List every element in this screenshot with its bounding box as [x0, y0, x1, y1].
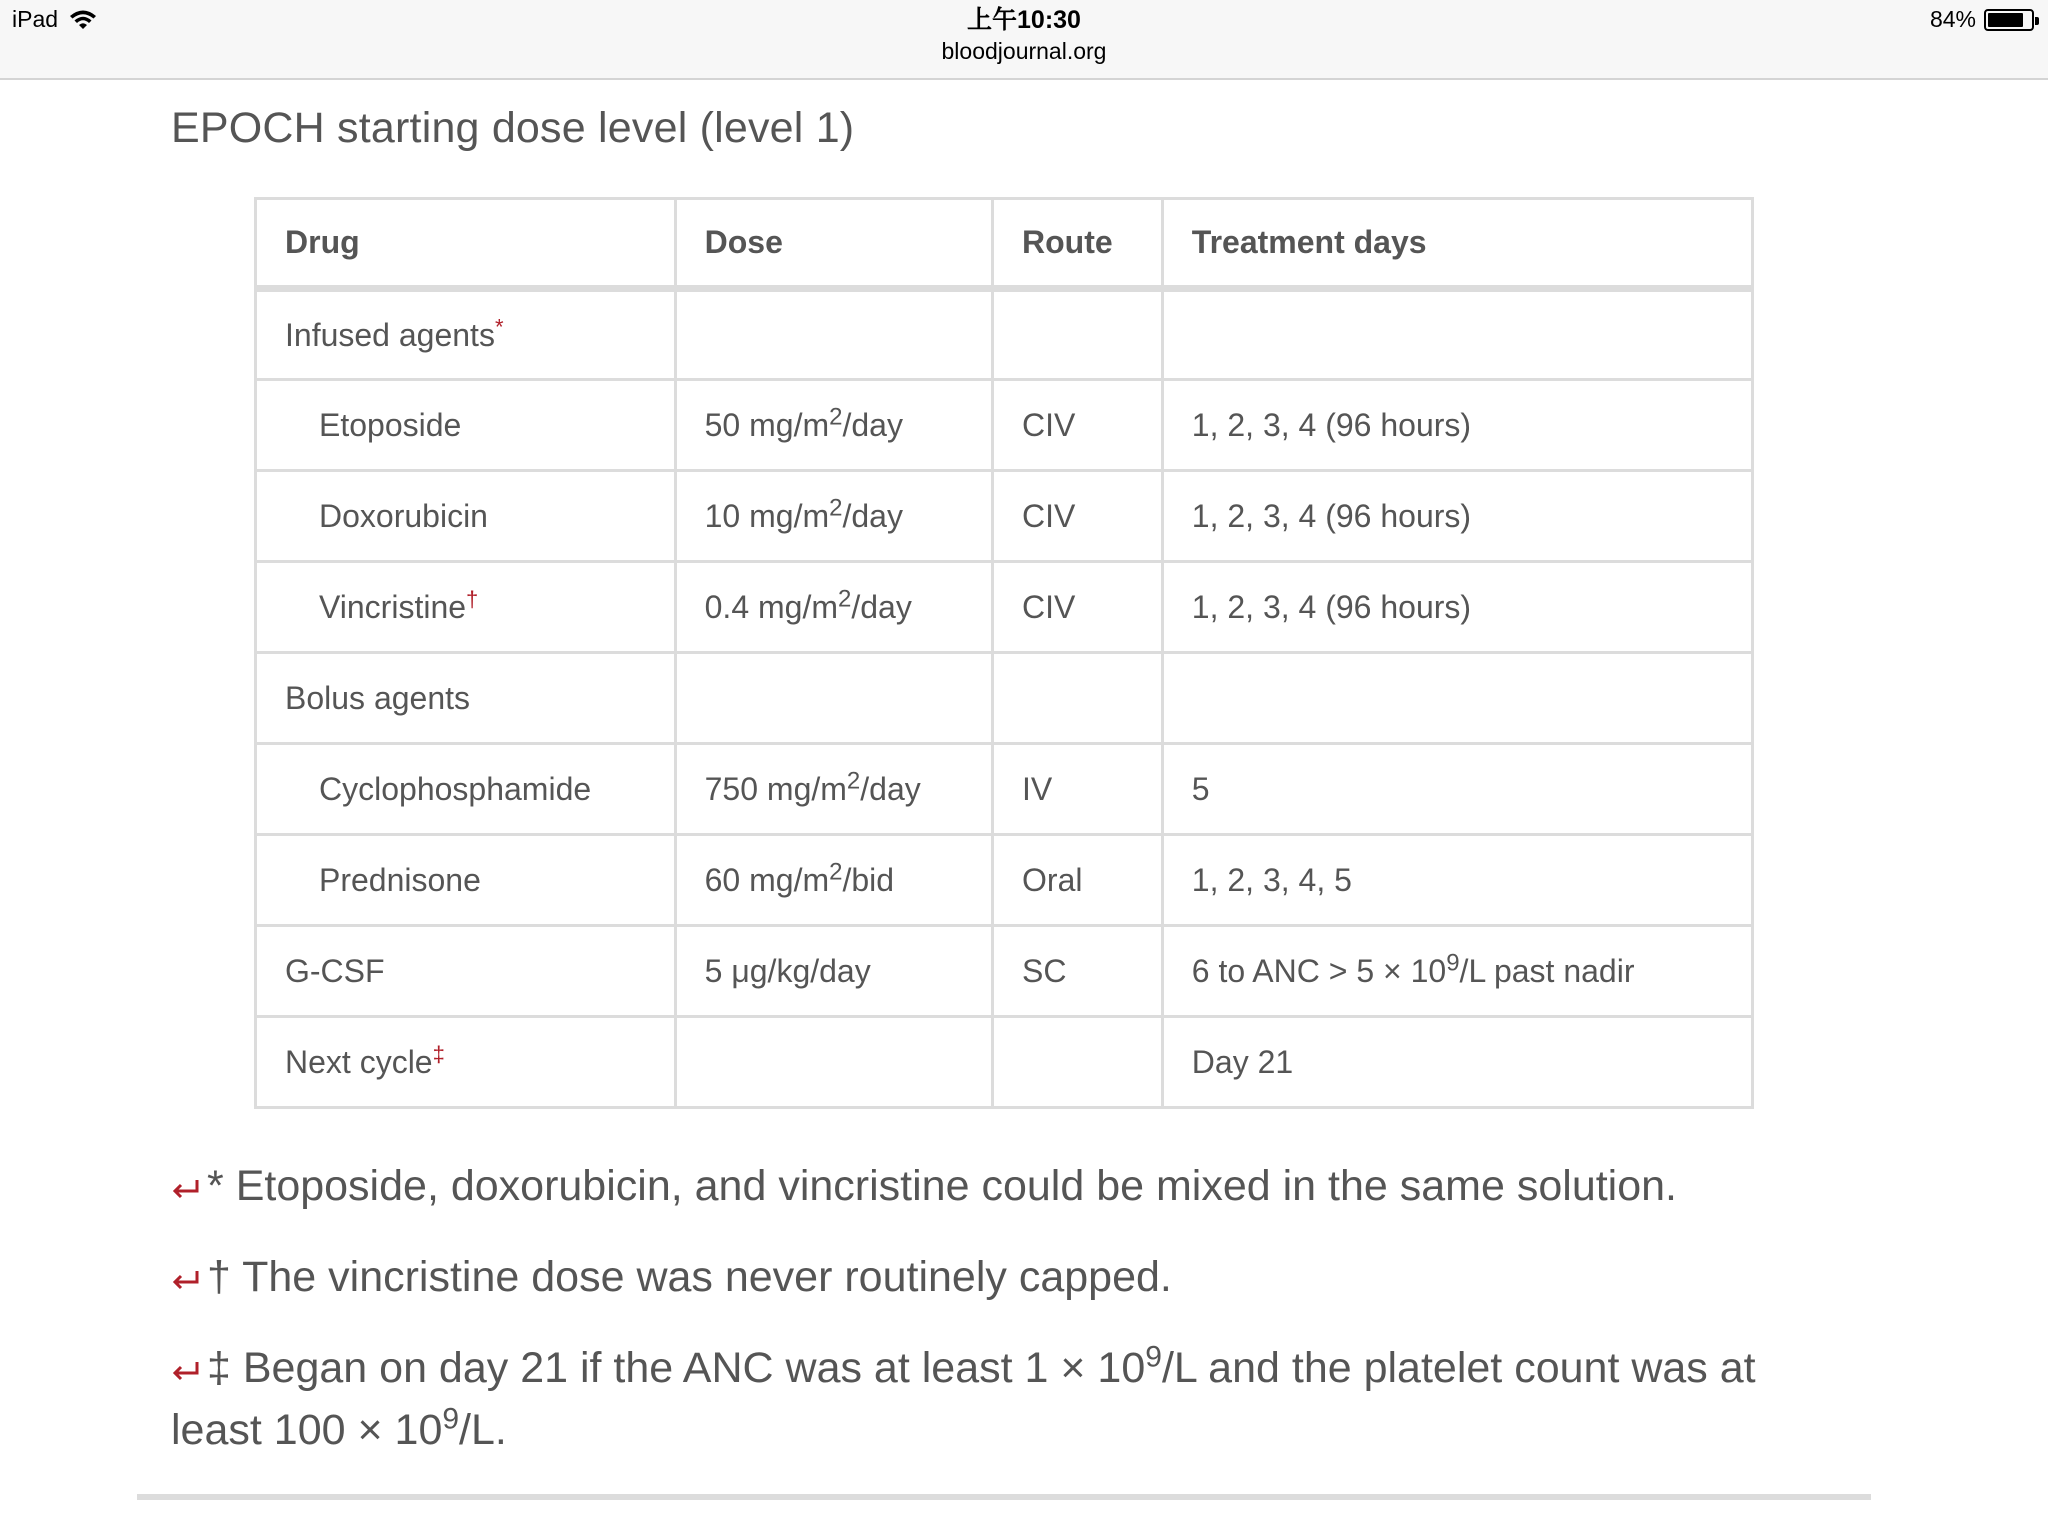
- footnote-mark[interactable]: †: [466, 585, 479, 611]
- days-cell: [1162, 289, 1752, 380]
- days-cell: [1162, 653, 1752, 744]
- header-dose: Dose: [675, 199, 992, 289]
- route-cell: [993, 289, 1163, 380]
- device-label: iPad: [12, 6, 59, 32]
- dose-exponent: 2: [829, 493, 843, 521]
- footnote-text: Etoposide, doxorubicin, and vincristine could be mixed in the same solution.: [235, 1162, 1678, 1210]
- dose-cell: [675, 653, 992, 744]
- route-cell: [993, 653, 1163, 744]
- drug-cell: [256, 562, 676, 653]
- drug-cell: [256, 926, 676, 1017]
- days-cell: Day 21: [1162, 1017, 1752, 1108]
- battery-percent: 84%: [1929, 6, 1976, 32]
- battery-fill: [1988, 13, 2023, 27]
- dose-cell: [675, 380, 992, 471]
- route-cell: CIV: [993, 562, 1163, 653]
- drug-cell: [256, 289, 676, 380]
- dose-table: [254, 197, 1754, 1109]
- footnote-text: /L.: [459, 1406, 507, 1454]
- return-arrow-icon[interactable]: [171, 1258, 201, 1300]
- dose-cell: [675, 471, 992, 562]
- header-route: Route: [993, 199, 1163, 289]
- footnote-text: Began on day 21 if the ANC was at least 1 × 10: [242, 1344, 1146, 1392]
- table-row: [256, 289, 1753, 380]
- dose-exponent: 2: [846, 766, 861, 794]
- dose-value: 0.4 mg/m: [704, 588, 838, 625]
- battery-icon: [1984, 9, 2034, 31]
- dose-value: 50 mg/m: [704, 406, 830, 443]
- page-title: EPOCH starting dose level (level 1): [171, 104, 855, 152]
- footnote-2: [171, 1247, 1811, 1309]
- days-cell: 1, 2, 3, 4 (96 hours): [1162, 562, 1752, 653]
- route-cell: Oral: [993, 835, 1163, 926]
- footnote-symbol: ‡: [207, 1344, 231, 1392]
- dose-cell: [675, 744, 992, 835]
- dose-value: 750 mg/m: [704, 770, 847, 807]
- dose-cell: 5 μg/kg/day: [675, 926, 992, 1017]
- drug-cell: [256, 1017, 676, 1108]
- footnote-1: [171, 1156, 1811, 1218]
- drug-name: Bolus agents: [285, 679, 471, 716]
- dose-unit: /day: [842, 497, 903, 534]
- table-row: [256, 380, 1753, 471]
- route-cell: CIV: [993, 380, 1163, 471]
- drug-cell: [256, 653, 676, 744]
- drug-cell: [256, 835, 676, 926]
- dose-exponent: 2: [829, 857, 843, 885]
- drug-name: Vincristine: [319, 588, 467, 625]
- days-cell: 1, 2, 3, 4 (96 hours): [1162, 471, 1752, 562]
- footnote-3: [171, 1338, 1811, 1460]
- table-row: [256, 926, 1753, 1017]
- drug-name: Next cycle: [285, 1043, 433, 1080]
- footnote-symbol: †: [207, 1253, 231, 1301]
- dose-value: 10 mg/m: [704, 497, 830, 534]
- drug-cell: [256, 471, 676, 562]
- divider: [137, 1494, 1871, 1500]
- days-value: 6 to ANC > 5 × 10: [1191, 952, 1447, 989]
- dose-cell: [675, 1017, 992, 1108]
- clock: 上午10:30: [967, 6, 1081, 34]
- drug-name: G-CSF: [285, 952, 385, 989]
- footnote-mark[interactable]: *: [494, 313, 504, 339]
- footnote-text: The vincristine dose was never routinely capped.: [242, 1253, 1172, 1301]
- status-right: [1930, 6, 2034, 33]
- drug-name: Infused agents: [285, 316, 495, 353]
- dose-unit: /bid: [842, 861, 895, 898]
- table-row: [256, 1017, 1753, 1108]
- header-drug: Drug: [256, 199, 676, 289]
- days-cell: 5: [1162, 744, 1752, 835]
- footnote-text: /L and the platelet count was at least 100 × 10: [171, 1344, 1756, 1454]
- dose-value: 60 mg/m: [704, 861, 830, 898]
- days-exponent: 9: [1446, 948, 1460, 976]
- dose-cell: [675, 835, 992, 926]
- days-cell: 1, 2, 3, 4, 5: [1162, 835, 1752, 926]
- footnote-exponent: 9: [442, 1402, 460, 1436]
- table-row: [256, 835, 1753, 926]
- dose-cell: [675, 289, 992, 380]
- drug-name: Cyclophosphamide: [319, 770, 592, 807]
- dose-cell: [675, 562, 992, 653]
- dose-unit: /day: [851, 588, 912, 625]
- dose-exponent: 2: [829, 402, 843, 430]
- status-bar: [0, 0, 2048, 80]
- drug-cell: [256, 744, 676, 835]
- table-row: [256, 653, 1753, 744]
- table-header-row: [256, 199, 1753, 289]
- route-cell: SC: [993, 926, 1163, 1017]
- return-arrow-icon[interactable]: [171, 1349, 201, 1391]
- footnote-mark[interactable]: ‡: [432, 1040, 445, 1066]
- status-center: [0, 4, 2048, 66]
- address-bar-url[interactable]: bloodjournal.org: [941, 38, 1107, 64]
- route-cell: IV: [993, 744, 1163, 835]
- route-cell: [993, 1017, 1163, 1108]
- drug-name: Prednisone: [319, 861, 481, 898]
- drug-name: Etoposide: [319, 406, 462, 443]
- days-tail: /L past nadir: [1459, 952, 1635, 989]
- drug-name: Doxorubicin: [319, 497, 488, 534]
- dose-unit: /day: [842, 406, 903, 443]
- return-arrow-icon[interactable]: [171, 1167, 201, 1209]
- table-row: [256, 744, 1753, 835]
- footnote-symbol: *: [207, 1162, 224, 1210]
- header-treatment-days: Treatment days: [1162, 199, 1752, 289]
- drug-cell: [256, 380, 676, 471]
- dose-exponent: 2: [838, 584, 852, 612]
- route-cell: CIV: [993, 471, 1163, 562]
- days-cell: [1162, 926, 1752, 1017]
- table-row: [256, 562, 1753, 653]
- table-row: [256, 471, 1753, 562]
- footnote-exponent: 9: [1145, 1340, 1162, 1374]
- days-cell: 1, 2, 3, 4 (96 hours): [1162, 380, 1752, 471]
- dose-unit: /day: [860, 770, 921, 807]
